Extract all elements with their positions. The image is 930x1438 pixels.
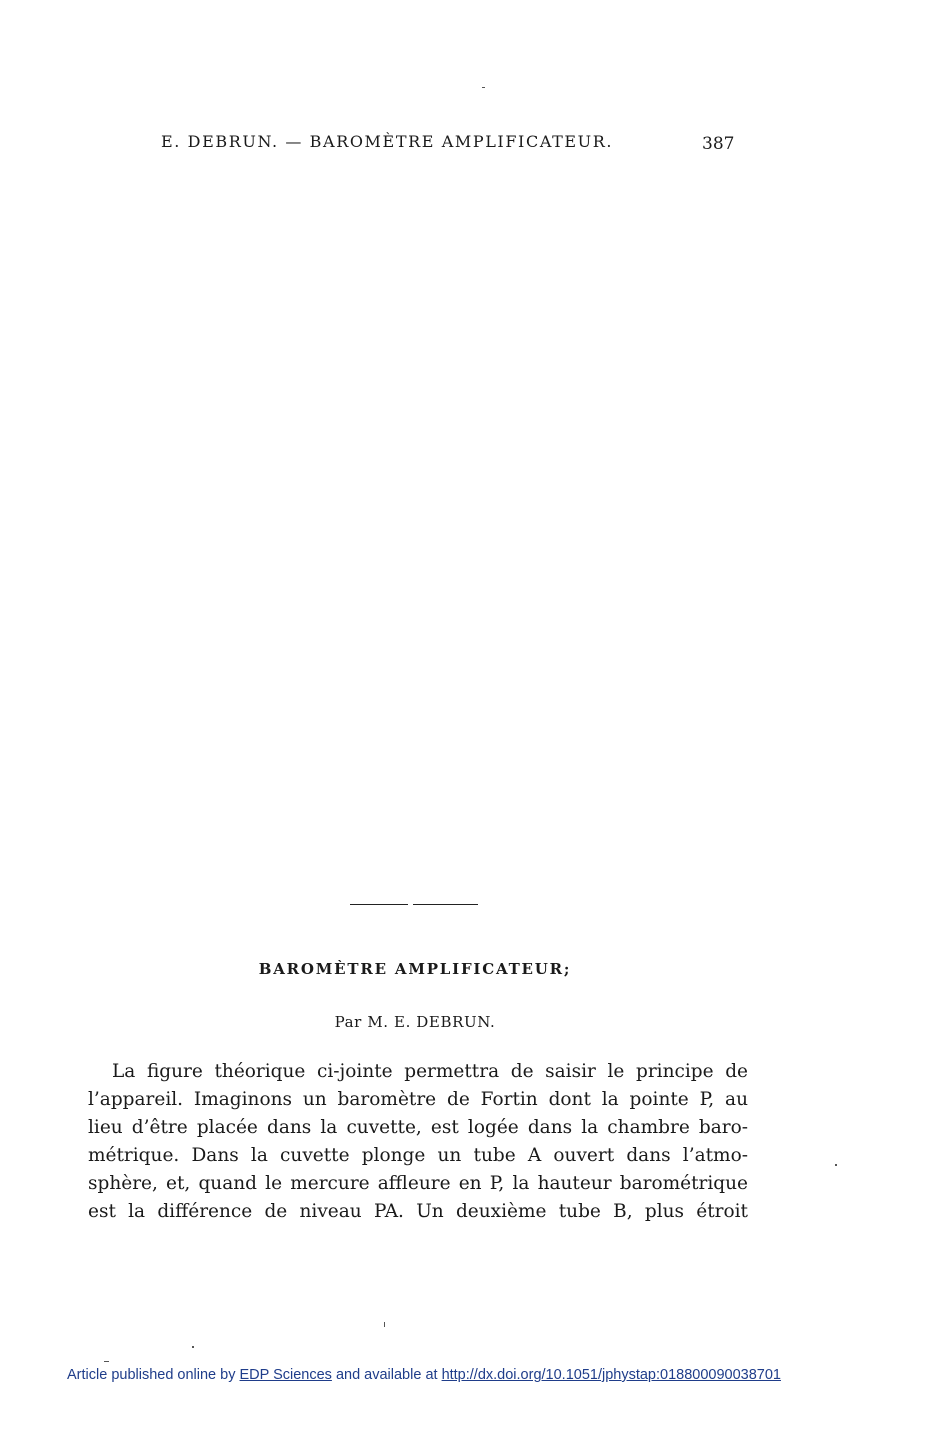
body-line: métrique. Dans la cuvette plonge un tube A ouvert dans l’atmo-	[88, 1145, 748, 1166]
publication-footer	[67, 1367, 781, 1383]
doi-link[interactable]: http://dx.doi.org/10.1051/jphystap:018800090038701	[441, 1367, 781, 1383]
scan-speck	[104, 1361, 109, 1362]
page-number: 387	[702, 134, 735, 154]
scan-speck	[835, 1164, 837, 1166]
body-line: lieu d’être placée dans la cuvette, est logée dans la chambre baro-	[88, 1117, 748, 1138]
body-line: l’appareil. Imaginons un baromètre de Fortin dont la pointe P, au	[88, 1089, 748, 1110]
scan-speck	[192, 1346, 194, 1348]
body-line: La figure théorique ci-jointe permettra de saisir le principe de	[112, 1061, 748, 1082]
scan-speck	[482, 87, 485, 88]
scan-speck	[384, 1322, 385, 1327]
publisher-link[interactable]: EDP Sciences	[239, 1367, 332, 1383]
section-separator-rule	[413, 904, 478, 905]
body-line: sphère, et, quand le mercure affleure en P, la hauteur barométrique	[88, 1173, 748, 1194]
running-head: E. DEBRUN. — BAROMÈTRE AMPLIFICATEUR.	[161, 132, 614, 151]
section-separator-rule	[350, 904, 408, 905]
article-title: BAROMÈTRE AMPLIFICATEUR;	[258, 960, 572, 978]
article-body	[88, 1058, 748, 1226]
article-byline: Par M. E. DEBRUN.	[334, 1013, 496, 1031]
footer-prefix: Article published online by	[67, 1367, 236, 1383]
body-line: est la différence de niveau PA. Un deuxième tube B, plus étroit	[88, 1201, 748, 1222]
footer-middle: and available at	[335, 1367, 438, 1383]
